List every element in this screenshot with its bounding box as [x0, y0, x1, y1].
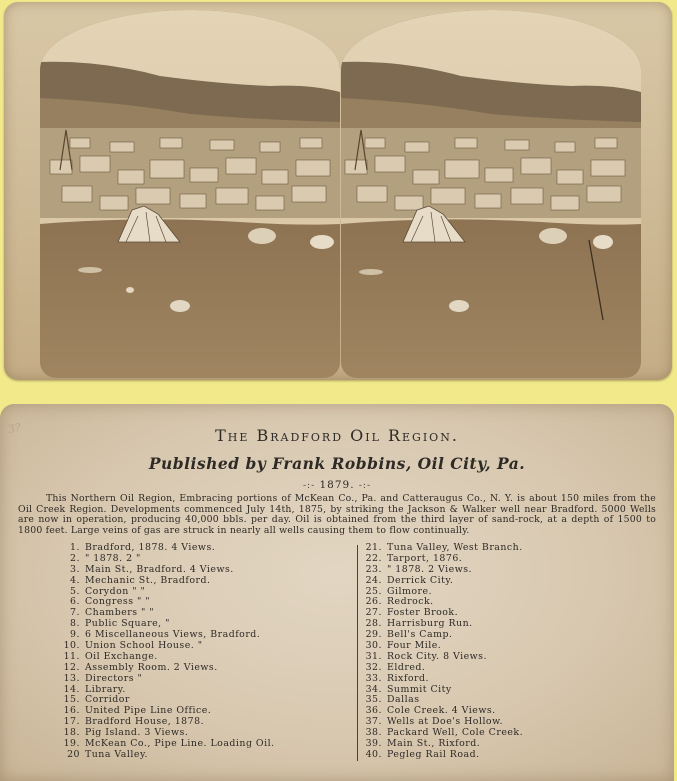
list-item-text: United Pipe Line Office.	[85, 705, 212, 717]
list-item-text: Packard Well, Cole Creek.	[387, 727, 524, 739]
list-item-number: 23.	[365, 563, 382, 575]
views-list-left	[60, 543, 350, 761]
list-item-text: Oil Exchange.	[85, 650, 158, 662]
list-item-number: 18.	[63, 727, 80, 739]
list-item-text: " 1878. 2 "	[85, 552, 141, 564]
list-item-number: 3.	[70, 563, 80, 575]
description-paragraph: This Northern Oil Region, Embracing portions of McKean Co., Pa. and Catteraugus Co., N. Y. is about 150 miles from the Oil Creek Region. Developments commenced July 14th, 1875, by striking the Jackson & Walker well near Bradford. 5000 Wells are now in operation, producing 40,000 bbls. per day. Oil is obtained from the third layer of sand-rock, at a depth of 1500 to 1800 feet. Large veins of gas are struck in nearly all wells causing them to flow continually.	[18, 493, 656, 536]
publisher-line: Published by Frank Robbins, Oil City, Pa.	[148, 454, 526, 473]
list-item-text: 6 Miscellaneous Views, Bradford.	[85, 629, 261, 641]
list-item-number: 17.	[63, 716, 80, 728]
list-item-number: 13.	[63, 672, 80, 684]
list-item-text: Tarport, 1876.	[387, 552, 463, 564]
list-item-text: Main St., Bradford. 4 Views.	[85, 563, 234, 575]
list-item-text: Corydon " "	[85, 585, 146, 597]
stereo-photo-right	[341, 10, 641, 378]
list-item-number: 1.	[70, 542, 80, 553]
list-item-number: 34.	[365, 683, 382, 695]
list-item-number: 35.	[365, 694, 382, 706]
year-text: 1879.	[319, 479, 355, 491]
list-item-text: Summit City	[387, 683, 452, 695]
card-title: The Bradford Oil Region.	[215, 426, 459, 445]
list-item-number: 38.	[365, 727, 382, 739]
list-item-text: Library.	[85, 683, 126, 695]
list-item-number: 31.	[365, 650, 382, 662]
list-item-text: Derrick City.	[387, 574, 454, 586]
list-item-number: 12.	[63, 661, 80, 673]
list-item-number: 4.	[70, 574, 80, 586]
ornament-left-icon: -:-	[303, 481, 316, 491]
list-item-number: 10.	[63, 640, 80, 652]
list-item-number: 7.	[70, 607, 80, 619]
town-panorama-image	[40, 10, 340, 378]
stereo-card-front	[4, 2, 672, 380]
list-item-number: 20	[67, 748, 80, 760]
town-panorama-image-duplicate	[341, 10, 641, 378]
list-item-number: 32.	[365, 661, 382, 673]
list-item-text: Gilmore.	[387, 585, 433, 597]
list-item-text: Redrock.	[387, 596, 434, 608]
list-item-text: Assembly Room. 2 Views.	[85, 661, 218, 673]
list-item-number: 16.	[63, 705, 80, 717]
list-item-number: 24.	[365, 574, 382, 586]
list-item-number: 11.	[63, 650, 80, 662]
list-item-text: Wells at Doe's Hollow.	[387, 716, 503, 728]
list-item-number: 9.	[70, 629, 80, 641]
list-item-number: 19.	[63, 738, 80, 750]
list-item-number: 21.	[365, 542, 382, 553]
list-item-text: Main St., Rixford.	[387, 738, 481, 750]
list-item-text: Dallas	[387, 694, 420, 706]
list-item-number: 14.	[63, 683, 80, 695]
list-item-text: Tuna Valley, West Branch.	[387, 542, 523, 553]
list-item-text: Bradford, 1878. 4 Views.	[85, 542, 216, 553]
list-item-text: Rixford.	[387, 672, 429, 684]
list-item-text: Rock City. 8 Views.	[387, 650, 487, 662]
list-item-number: 37.	[365, 716, 382, 728]
list-item-number: 27.	[365, 607, 382, 619]
stereo-card-back	[0, 404, 674, 781]
pencil-mark-icon: 3?	[6, 420, 23, 437]
list-item-text: Pig Island. 3 Views.	[85, 727, 189, 739]
list-item-text: Directors "	[85, 672, 143, 684]
list-item-number: 8.	[70, 618, 80, 630]
list-item	[362, 750, 652, 761]
list-item-number: 39.	[365, 738, 382, 750]
list-item-number: 5.	[70, 585, 80, 597]
list-item-text: Harrisburg Run.	[387, 618, 473, 630]
list-item-text: Tuna Valley.	[85, 748, 148, 760]
list-item-number: 25.	[365, 585, 382, 597]
list-item-number: 22.	[365, 552, 382, 564]
list-item-text: Foster Brook.	[387, 607, 459, 619]
list-item-text: Bell's Camp.	[387, 629, 453, 641]
list-item-text: Chambers " "	[85, 607, 155, 619]
list-item-number: 29.	[365, 629, 382, 641]
list-item-text: Cole Creek. 4 Views.	[387, 705, 496, 717]
list-item-number: 26.	[365, 596, 382, 608]
list-item-number: 33.	[365, 672, 382, 684]
list-item-text: McKean Co., Pipe Line. Loading Oil.	[85, 738, 275, 750]
list-item-text: Bradford House, 1878.	[85, 716, 205, 728]
list-item-number: 28.	[365, 618, 382, 630]
list-item-text: Eldred.	[387, 661, 426, 673]
list-item-text: Congress " "	[85, 596, 151, 608]
list-item-text: Mechanic St., Bradford.	[85, 574, 211, 586]
views-list-right	[362, 543, 652, 761]
ornament-right-icon: -:-	[358, 481, 371, 491]
column-divider	[357, 545, 358, 761]
list-item-text: Union School House. "	[85, 640, 203, 652]
list-item-text: " 1878. 2 Views.	[387, 563, 473, 575]
list-item-text: Four Mile.	[387, 640, 442, 652]
list-item-number: 2.	[70, 552, 80, 564]
list-item-number: 40.	[365, 748, 382, 760]
list-item-text: Public Square, "	[85, 618, 170, 630]
list-item-number: 15.	[63, 694, 80, 706]
list-item-text: Pegleg Rail Road.	[387, 748, 480, 760]
year-line	[0, 479, 674, 491]
list-item	[60, 750, 350, 761]
stereo-photo-left	[40, 10, 340, 378]
list-item-number: 36.	[365, 705, 382, 717]
list-item-number: 6.	[70, 596, 80, 608]
list-item-text: Corridor	[85, 694, 130, 706]
list-item-number: 30.	[365, 640, 382, 652]
